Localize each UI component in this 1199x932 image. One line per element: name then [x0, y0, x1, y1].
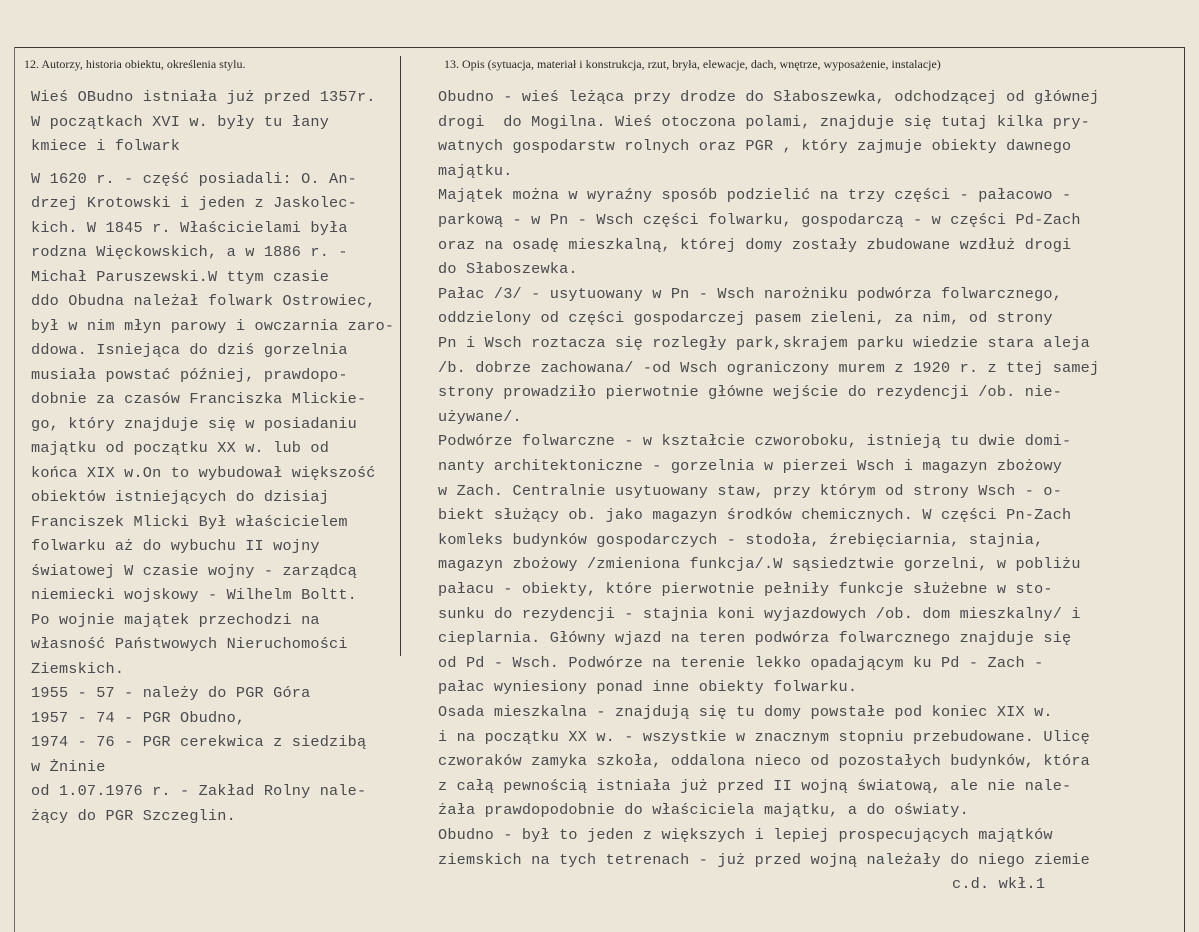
- section-12-header: 12. Autorzy, historia obiektu, określenia stylu.: [24, 57, 246, 71]
- left-column-line: światowej W czasie wojny - zarządcą: [31, 561, 357, 580]
- left-column-line: 1955 - 57 - należy do PGR Góra: [31, 684, 311, 702]
- right-column-line: parkową - w Pn - Wsch części folwarku, gospodarczą - w części Pd-Zach: [438, 211, 1081, 229]
- left-column-line: końca XIX w.On to wybudował większość: [31, 463, 376, 482]
- top-rule: [14, 47, 1184, 48]
- right-column-line: Majątek można w wyraźny sposób podzielić na trzy części - pałacowo -: [438, 186, 1072, 205]
- right-column-line: Pałac /3/ - usytuowany w Pn - Wsch narożniku podwórza folwarcznego,: [438, 284, 1063, 303]
- left-column-line: go, który znajduje się w posiadaniu: [31, 414, 357, 433]
- right-column-line: komleks budynków gospodarczych - stodoła, źrebięciarnia, stajnia,: [438, 530, 1044, 549]
- right-column-line: strony prowadziło pierwotnie główne wejście do rezydencji /ob. nie-: [438, 383, 1063, 402]
- right-rule: [1184, 47, 1185, 932]
- left-column-line: od 1.07.1976 r. - Zakład Rolny nale-: [31, 782, 367, 800]
- right-column-line: Osada mieszkalna - znajdują się tu domy powstałe pod koniec XIX w.: [438, 703, 1053, 721]
- right-column-line: magazyn zbożowy /zmieniona funkcja/.W sąsiedztwie gorzelni, w pobliżu: [438, 555, 1081, 574]
- left-column-line: 1974 - 76 - PGR cerekwica z siedzibą: [31, 733, 367, 751]
- left-column-line: W początkach XVI w. były tu łany: [31, 112, 330, 131]
- right-column-line: w Zach. Centralnie usytuowany staw, przy którym od strony Wsch - o-: [438, 481, 1063, 500]
- left-column-line: Wieś OBudno istniała już przed 1357r.: [31, 88, 376, 106]
- left-column-line: Po wojnie majątek przechodzi na: [31, 610, 320, 629]
- right-column-line: oddzielony od części gospodarczej pasem zieleni, za nim, od strony: [438, 309, 1053, 328]
- right-column-line: /b. dobrze zachowana/ -od Wsch ograniczony murem z 1920 r. z ttej samej: [438, 358, 1100, 377]
- left-column-line: W 1620 r. - część posiadali: O. An-: [31, 169, 357, 188]
- right-column-line: majątku.: [438, 161, 513, 180]
- left-column-line: rodzna Więckowskich, a w 1886 r. -: [31, 243, 348, 261]
- right-column-line: drogi do Mogilna. Wieś otoczona polami, znajduje się tutaj kilka pry-: [438, 112, 1090, 131]
- right-column-line: Pn i Wsch roztacza się rozległy park,skrajem parku wiedzie stara aleja: [438, 334, 1090, 352]
- right-column-line: watnych gospodarstw rolnych oraz PGR , który zajmuje obiekty dawnego: [438, 137, 1072, 156]
- right-column-line: sunku do rezydencji - stajnia koni wyjazdowych /ob. dom mieszkalny/ i: [438, 604, 1081, 623]
- right-column-line: używane/.: [438, 407, 522, 426]
- left-column-line: obiektów istniejących do dzisiaj: [31, 488, 330, 506]
- left-column-line: kich. W 1845 r. Właścicielami była: [31, 218, 348, 237]
- left-column-line: ddo Obudna należał folwark Ostrowiec,: [31, 292, 376, 310]
- right-column-line: Podwórze folwarczne - w kształcie czworoboku, istnieją tu dwie domi-: [438, 432, 1072, 451]
- right-column-line: i na początku XX w. - wszystkie w znacznym stopniu przebudowane. Ulicę: [438, 727, 1090, 746]
- right-column-line: pałacu - obiekty, które pierwotnie pełniły funkcje służebne w sto-: [438, 580, 1053, 598]
- right-column-line: Obudno - był to jeden z większych i lepiej prospecujących majątków: [438, 826, 1053, 844]
- right-column-line: pałac wyniesiony ponad inne obiekty folwarku.: [438, 678, 858, 697]
- left-column-line: Michał Paruszewski.W ttym czasie: [31, 267, 330, 286]
- left-column-line: kmiece i folwark: [31, 137, 181, 155]
- left-column-line: drzej Krotowski i jeden z Jaskolec-: [31, 194, 357, 212]
- right-column-line: cieplarnia. Główny wjazd na teren podwórza folwarcznego znajduje się: [438, 629, 1072, 648]
- left-column-line: majątku od początku XX w. lub od: [31, 439, 330, 457]
- column-divider: [400, 56, 401, 656]
- right-column-line: od Pd - Wsch. Podwórze na terenie lekko opadającym ku Pd - Zach -: [438, 653, 1044, 672]
- left-column-line: ddowa. Isniejąca do dziś gorzelnia: [31, 341, 348, 359]
- left-column-line: był w nim młyn parowy i owczarnia zaro-: [31, 316, 395, 335]
- left-column-line: dobnie za czasów Franciszka Mlickie-: [31, 390, 367, 408]
- left-column-line: musiała powstać później, prawdopo-: [31, 365, 348, 384]
- right-column-line: żała prawdopodobnie do właściciela majątku, a do oświaty.: [438, 801, 969, 820]
- left-rule: [14, 47, 15, 932]
- left-column-line: Ziemskich.: [31, 659, 125, 678]
- left-column-line: żący do PGR Szczeglin.: [31, 806, 236, 825]
- right-column-line: ziemskich na tych tetrenach - już przed wojną należały do niego ziemie: [438, 850, 1090, 869]
- right-column-line: z całą pewnością istniała już przed II wojną światową, ale nie nale-: [438, 776, 1072, 795]
- right-column-line: Obudno - wieś leżąca przy drodze do Słaboszewka, odchodzącej od głównej: [438, 88, 1100, 106]
- right-column-line: czworaków zamyka szkoła, oddalona nieco od pozostałych budynków, która: [438, 752, 1090, 771]
- left-column-line: w Żninie: [31, 757, 106, 776]
- left-column-line: własność Państwowych Nieruchomości: [31, 635, 348, 653]
- left-column-line: Franciszek Mlicki Był właścicielem: [31, 512, 348, 531]
- right-column-line: biekt służący ob. jako magazyn środków chemicznych. W części Pn-Zach: [438, 506, 1072, 525]
- right-column-line: do Słaboszewka.: [438, 260, 578, 279]
- right-column-line: oraz na osadę mieszkalną, której domy zostały zbudowane wzdłuż drogi: [438, 235, 1072, 254]
- left-column-line: folwarku aż do wybuchu II wojny: [31, 537, 320, 555]
- section-13-header: 13. Opis (sytuacja, materiał i konstrukcja, rzut, bryła, elewacje, dach, wnętrze, wyposażenie, instalacje): [444, 57, 941, 71]
- right-column-line: c.d. wkł.1: [952, 874, 1046, 893]
- right-column-line: nanty architektoniczne - gorzelnia w pierzei Wsch i magazyn zbożowy: [438, 457, 1063, 475]
- left-column-line: niemiecki wojskowy - Wilhelm Boltt.: [31, 586, 357, 604]
- left-column-line: 1957 - 74 - PGR Obudno,: [31, 708, 246, 727]
